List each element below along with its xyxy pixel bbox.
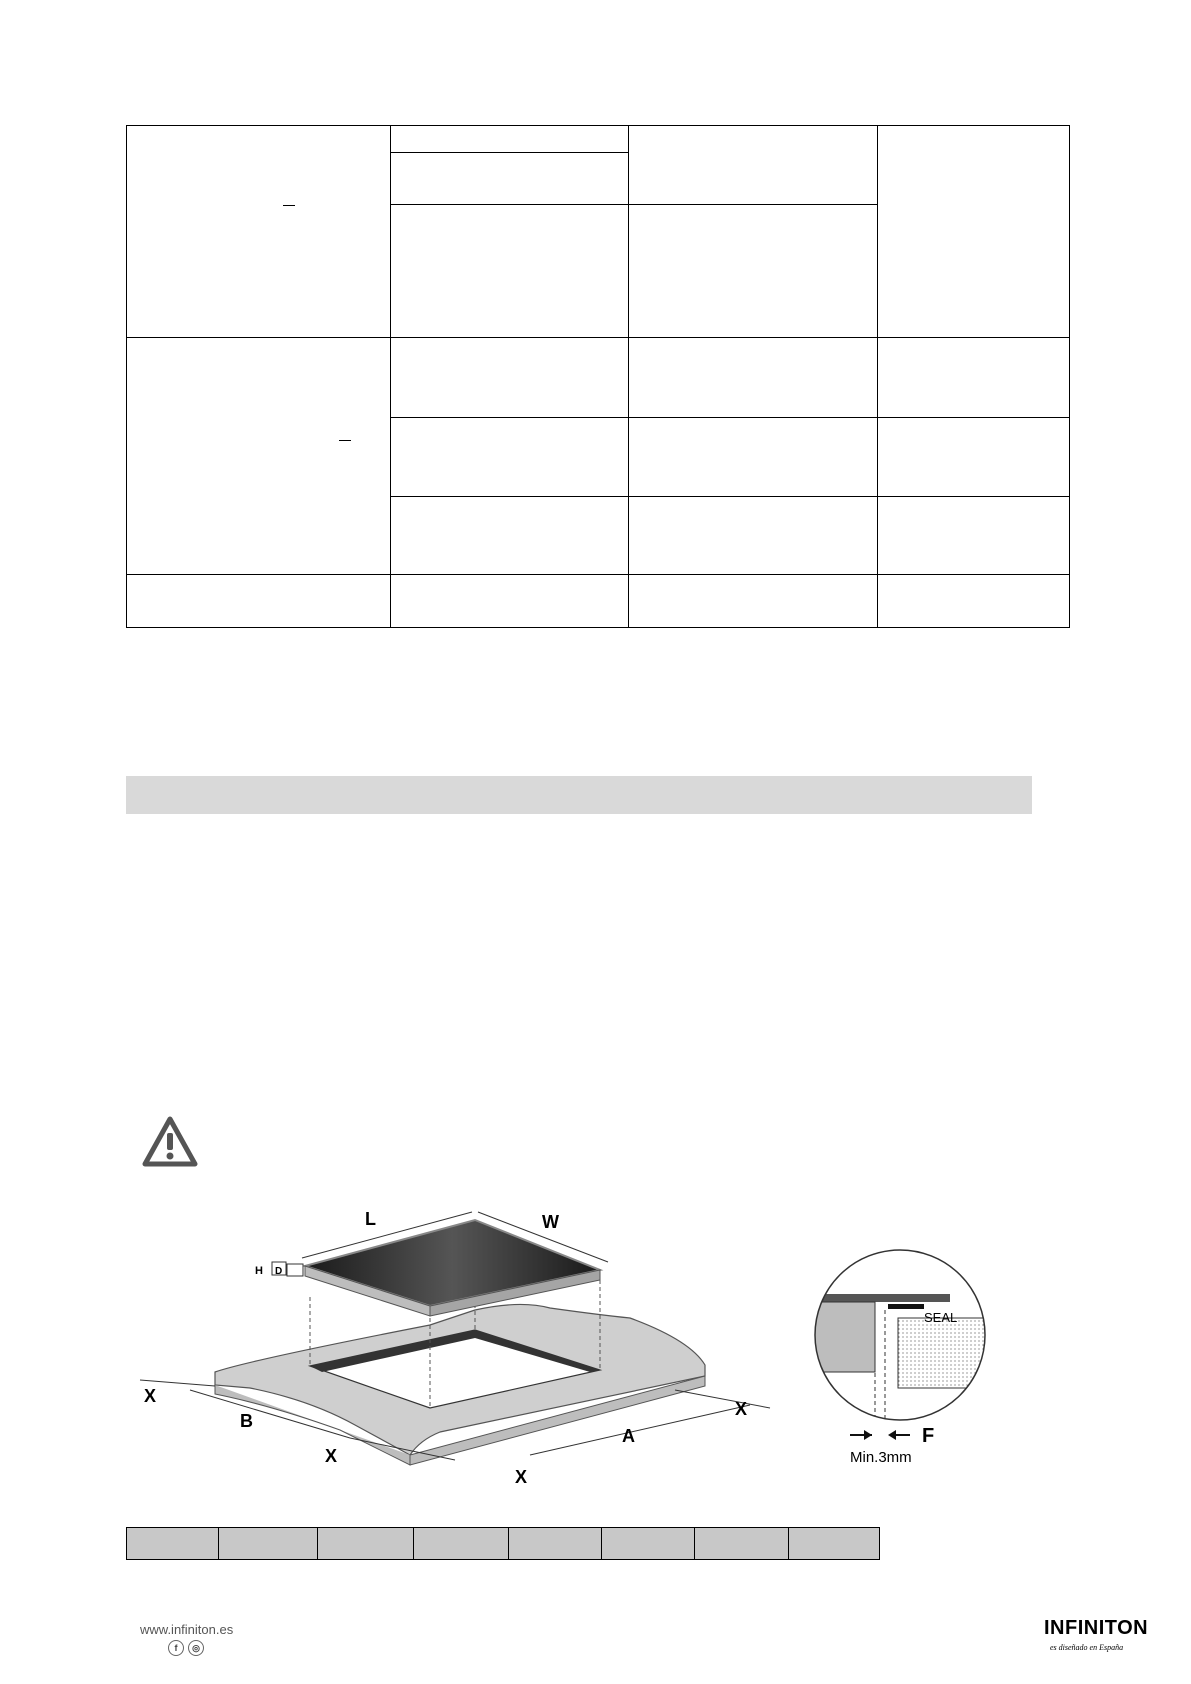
table-cell bbox=[414, 1528, 509, 1560]
table-cell bbox=[318, 1528, 414, 1560]
label-l: L bbox=[365, 1209, 376, 1229]
footer-website-link[interactable]: www.infiniton.es bbox=[140, 1622, 234, 1637]
seal-label: SEAL bbox=[924, 1310, 958, 1325]
table-cell bbox=[629, 418, 878, 497]
table-cell bbox=[602, 1528, 695, 1560]
table-cell bbox=[509, 1528, 602, 1560]
table-cell bbox=[391, 575, 629, 628]
table-cell bbox=[219, 1528, 318, 1560]
brand-tagline: es diseñado en España bbox=[1050, 1643, 1124, 1652]
hob-glass bbox=[305, 1220, 600, 1306]
label-b: B bbox=[240, 1411, 253, 1431]
table-cell bbox=[391, 338, 629, 418]
brand-logo: INFINITON bbox=[1044, 1617, 1149, 1639]
table-cell bbox=[391, 153, 629, 205]
table-cell bbox=[878, 575, 1070, 628]
table-cell bbox=[127, 575, 391, 628]
arrow-head bbox=[864, 1430, 872, 1440]
seal-detail-diagram bbox=[810, 1240, 1010, 1490]
table-cell bbox=[391, 418, 629, 497]
table-cell bbox=[878, 126, 1070, 338]
label-d: D bbox=[275, 1266, 283, 1277]
label-w: W bbox=[542, 1212, 559, 1232]
spec-table bbox=[126, 125, 1070, 628]
arrow-head bbox=[888, 1430, 896, 1440]
label-x: X bbox=[515, 1467, 528, 1485]
hob-top bbox=[810, 1294, 950, 1302]
table-cell bbox=[878, 418, 1070, 497]
label-x: X bbox=[325, 1446, 338, 1466]
min-gap-label: Min.3mm bbox=[850, 1449, 912, 1466]
table-cell bbox=[789, 1528, 880, 1560]
label-x: X bbox=[144, 1386, 157, 1406]
table-cell bbox=[127, 1528, 219, 1560]
table-cell bbox=[629, 126, 878, 205]
underline-mark bbox=[339, 440, 351, 441]
dimension-table bbox=[126, 1527, 880, 1560]
table-cell bbox=[629, 497, 878, 575]
table-cell bbox=[629, 338, 878, 418]
instagram-icon[interactable]: ◎ bbox=[188, 1640, 204, 1656]
d-marker bbox=[287, 1264, 303, 1276]
section-header-bar bbox=[126, 776, 1032, 814]
underline-mark bbox=[283, 205, 295, 206]
seal-strip bbox=[888, 1304, 924, 1309]
label-x: X bbox=[735, 1399, 748, 1419]
social-links bbox=[168, 1640, 204, 1656]
table-cell bbox=[695, 1528, 789, 1560]
table-cell bbox=[127, 126, 391, 338]
label-a: A bbox=[622, 1426, 635, 1446]
table-cell bbox=[127, 338, 391, 575]
table-cell bbox=[391, 126, 629, 153]
label-h: H bbox=[255, 1265, 263, 1277]
dimension-line bbox=[530, 1405, 750, 1455]
label-f: F bbox=[922, 1425, 935, 1447]
table-cell bbox=[629, 205, 878, 338]
table-cell bbox=[391, 205, 629, 338]
table-cell bbox=[629, 575, 878, 628]
facebook-icon[interactable]: f bbox=[168, 1640, 184, 1656]
dimension-line bbox=[675, 1390, 770, 1408]
warning-icon bbox=[142, 1114, 198, 1170]
table-cell bbox=[878, 497, 1070, 575]
table-cell bbox=[391, 497, 629, 575]
table-cell bbox=[878, 338, 1070, 418]
